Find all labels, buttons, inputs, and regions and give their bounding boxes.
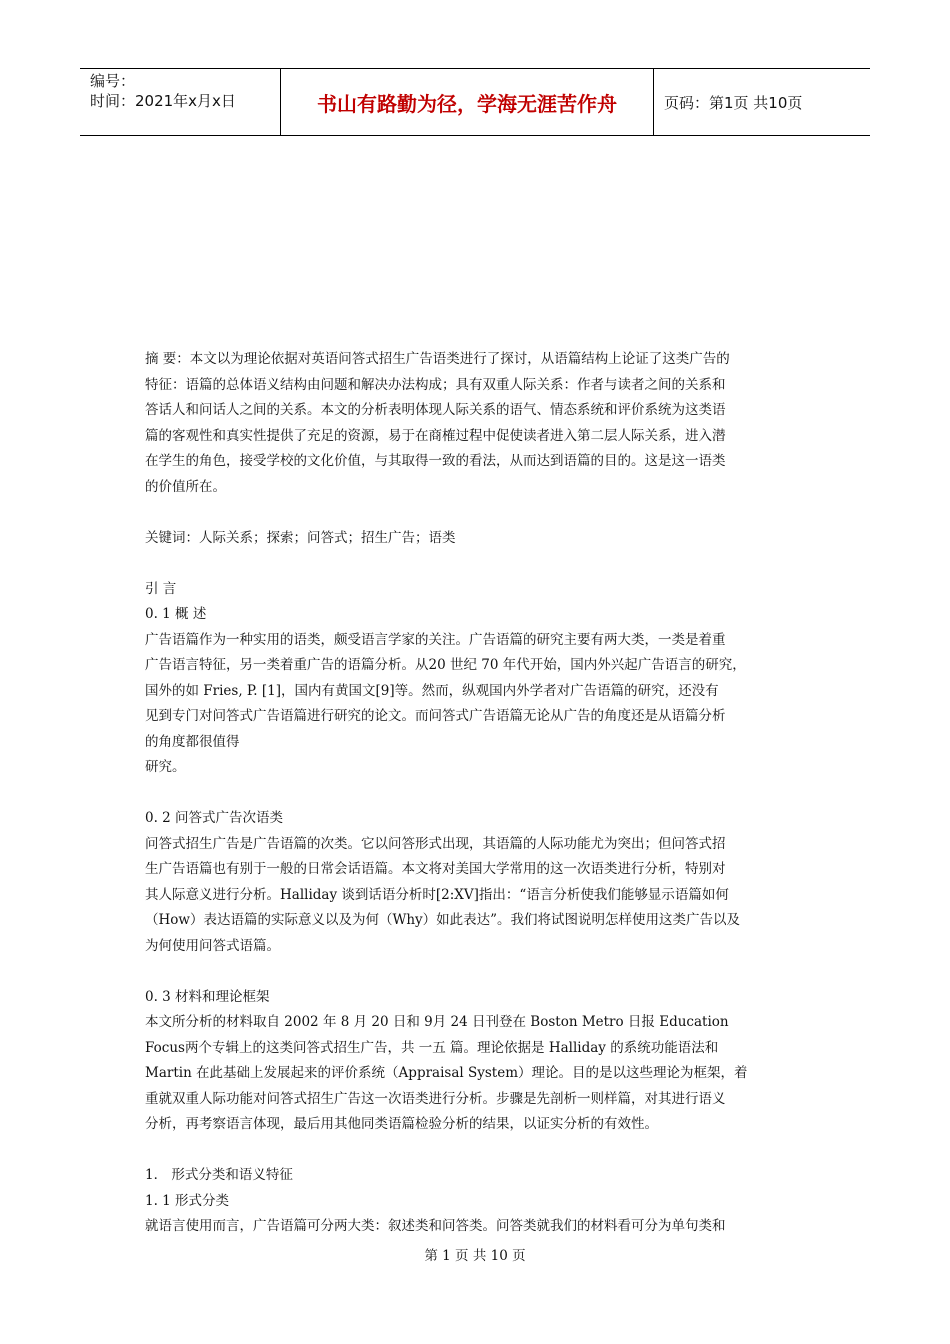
document-date: 时间：2021年x月x日 xyxy=(90,92,236,110)
abstract xyxy=(145,347,825,500)
section-heading-1-1: 1. 1 形式分类 xyxy=(145,1192,230,1209)
paragraph-line: Focus两个专辑上的这类问答式招生广告，共 一五 篇。理论依据是 Halliday 的系统功能语法和 xyxy=(145,1039,719,1056)
paragraph-line: 其人际意义进行分析。Halliday 谈到话语分析时[2:XV]指出：“语言分析使我们能够显示语篇如何 xyxy=(145,886,729,903)
paragraph-line: 的角度都很值得 xyxy=(145,733,240,750)
document-number-label: 编号： xyxy=(90,72,136,90)
paragraph-line: 研究。 xyxy=(145,759,186,775)
document-body xyxy=(145,347,825,1240)
paragraph-line: 本文所分析的材料取自 2002 年 8 月 20 日和 9月 24 日刊登在 Boston Metro 日报 Education xyxy=(145,1014,729,1030)
section-heading-0-3: 0. 3 材料和理论框架 xyxy=(145,988,270,1005)
header-table xyxy=(80,68,870,136)
paragraph-line: （How）表达语篇的实际意义以及为何（Why）如此表达”。我们将试图说明怎样使用这类广告以及 xyxy=(145,912,741,928)
header-meta xyxy=(80,69,281,135)
paragraph-line: 问答式招生广告是广告语篇的次类。它以问答形式出现，其语篇的人际功能尤为突出；但问答式招 xyxy=(145,835,726,852)
section-heading-0-1: 0. 1 概 述 xyxy=(145,606,207,622)
paragraph-line: 国外的如 Fries, P. [1]，国内有黄国文[9]等。然而，纵观国内外学者对广告语篇的研究，还没有 xyxy=(145,682,719,699)
abstract-line: 在学生的角色，接受学校的文化价值，与其取得一致的看法，从而达到语篇的目的。这是这一语类 xyxy=(145,453,726,469)
section-heading-0-2: 0. 2 问答式广告次语类 xyxy=(145,810,284,826)
paragraph-line: 广告语言特征，另一类着重广告的语篇分析。从20 世纪 70 年代开始，国内外兴起广告语言的研究， xyxy=(145,657,746,673)
paragraph-line: 广告语篇作为一种实用的语类，颇受语言学家的关注。广告语篇的研究主要有两大类，一类是着重 xyxy=(145,631,726,648)
paragraph-line: 就语言使用而言，广告语篇可分两大类：叙述类和问答类。问答类就我们的材料看可分为单句类和 xyxy=(145,1218,726,1234)
paragraph-line: 重就双重人际功能对问答式招生广告这一次语类进行分析。步骤是先剖析一则样篇，对其进行语义 xyxy=(145,1090,726,1107)
paragraph-line: 分析，再考察语言体现，最后用其他同类语篇检验分析的结果，以证实分析的有效性。 xyxy=(145,1116,658,1132)
intro-heading: 引 言 xyxy=(145,580,177,597)
header-page-info: 页码：第1页 共10页 xyxy=(664,93,803,112)
keywords: 关键词：人际关系；探索；问答式；招生广告；语类 xyxy=(145,529,456,546)
paragraph-line: Martin 在此基础上发展起来的评价系统（Appraisal System）理论。目的是以这些理论为框架，着 xyxy=(145,1065,748,1081)
abstract-line: 篇的客观性和真实性提供了充足的资源，易于在商榷过程中促使读者进入第二层人际关系，进入潜 xyxy=(145,427,726,444)
abstract-line: 的价值所在。 xyxy=(145,478,226,495)
abstract-line: 答话人和问话人之间的关系。本文的分析表明体现人际关系的语气、情态系统和评价系统为这类语 xyxy=(145,402,726,418)
paragraph-line: 生广告语篇也有别于一般的日常会话语篇。本文将对美国大学常用的这一次语类进行分析，特别对 xyxy=(145,861,726,877)
abstract-line: 摘 要：本文以为理论依据对英语问答式招生广告语类进行了探讨，从语篇结构上论证了这类广告的 xyxy=(145,351,730,367)
paragraph-line: 为何使用问答式语篇。 xyxy=(145,937,280,954)
section-heading-1: 1． 形式分类和语义特征 xyxy=(145,1167,293,1183)
abstract-line: 特征：语篇的总体语义结构由问题和解决办法构成；具有双重人际关系：作者与读者之间的关系和 xyxy=(145,376,726,393)
page-footer: 第 1 页 共 10 页 xyxy=(424,1248,526,1264)
paragraph-line: 见到专门对问答式广告语篇进行研究的论文。而问答式广告语篇无论从广告的角度还是从语篇分析 xyxy=(145,708,726,724)
header-motto: 书山有路勤为径，学海无涯苦作舟 xyxy=(281,69,654,135)
